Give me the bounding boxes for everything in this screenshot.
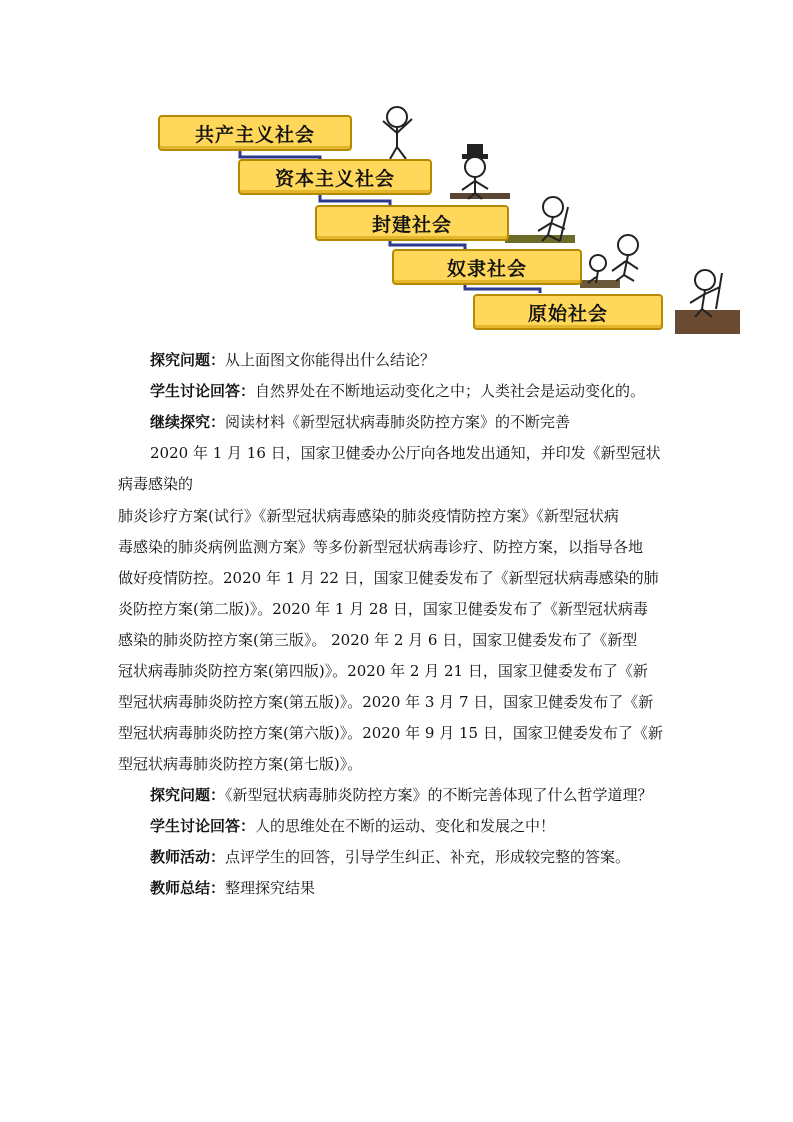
answer-1-label: 学生讨论回答： [150, 382, 256, 400]
figure-communist [383, 107, 412, 159]
body-line-4: 做好疫情防控。2020 年 1 月 22 日，国家卫健委发布了《新型冠状病毒感染的肺 [118, 569, 659, 587]
teacher-activity-text: 点评学生的回答，引导学生纠正、补充，形成较完整的答案。 [225, 848, 631, 866]
body-line-10: 型冠状病毒肺炎防控方案(第七版)》。 [118, 755, 363, 773]
body-line-0: 2020 年 1 月 16 日，国家卫健委办公厅向各地发出通知，并印发《新型冠状 [150, 444, 661, 462]
teacher-activity-label: 教师活动： [150, 848, 226, 866]
question-1-label: 探究问题： [150, 351, 226, 369]
teacher-summary [150, 879, 315, 897]
question-2 [150, 786, 653, 804]
question-1-text: 从上面图文你能得出什么结论？ [225, 351, 436, 369]
continue-inquiry [150, 413, 570, 431]
figure-feudal [538, 197, 568, 241]
body-line-9: 型冠状病毒肺炎防控方案(第六版)》。2020 年 9 月 15 日，国家卫健委发布了《新 [118, 724, 663, 742]
body-line-7: 冠状病毒肺炎防控方案(第四版)》。2020 年 2 月 21 日，国家卫健委发布了《新 [118, 662, 648, 680]
question-1 [150, 351, 435, 369]
tread-3 [580, 280, 620, 288]
body-line-2: 肺炎诊疗方案(试行》《新型冠状病毒感染的肺炎疫情防控方案》《新型冠状病 [118, 507, 619, 525]
question-2-text: 《新型冠状病毒肺炎防控方案》的不断完善体现了什么哲学道理？ [225, 786, 653, 804]
tread-2 [505, 235, 575, 243]
figure-capitalist [462, 145, 488, 199]
step-feudalism: 封建社会 [315, 205, 509, 241]
body-line-3: 毒感染的肺炎病例监测方案》等多份新型冠状病毒诊疗、防控方案，以指导各地 [118, 538, 644, 556]
step-primitive: 原始社会 [473, 294, 663, 330]
teacher-activity [150, 848, 630, 866]
society-staircase-figure [150, 95, 740, 340]
answer-2 [150, 817, 555, 835]
body-line-5: 炎防控方案(第二版)》。2020 年 1 月 28 日，国家卫健委发布了《新型冠状病毒 [118, 600, 648, 618]
answer-1 [150, 382, 645, 400]
teacher-summary-label: 教师总结： [150, 879, 226, 897]
figure-primitive [690, 270, 722, 317]
step-communism: 共产主义社会 [158, 115, 352, 151]
question-2-label: 探究问题： [150, 786, 226, 804]
answer-2-text: 人的思维处在不断的运动、变化和发展之中！ [255, 817, 556, 835]
answer-2-label: 学生讨论回答： [150, 817, 256, 835]
body-line-1: 病毒感染的 [118, 475, 194, 493]
continue-inquiry-label: 继续探究： [150, 413, 226, 431]
figure-slave [588, 235, 638, 283]
teacher-summary-text: 整理探究结果 [225, 879, 316, 897]
step-slavery: 奴隶社会 [392, 249, 582, 285]
step-capitalism: 资本主义社会 [238, 159, 432, 195]
body-line-6: 感染的肺炎防控方案(第三版》。 2020 年 2 月 6 日，国家卫健委发布了《新型 [118, 631, 638, 649]
body-line-8: 型冠状病毒肺炎防控方案(第五版)》。2020 年 3 月 7 日，国家卫健委发布了《新 [118, 693, 654, 711]
answer-1-text: 自然界处在不断地运动变化之中；人类社会是运动变化的。 [255, 382, 646, 400]
continue-inquiry-text: 阅读材料《新型冠状病毒肺炎防控方案》的不断完善 [225, 413, 571, 431]
